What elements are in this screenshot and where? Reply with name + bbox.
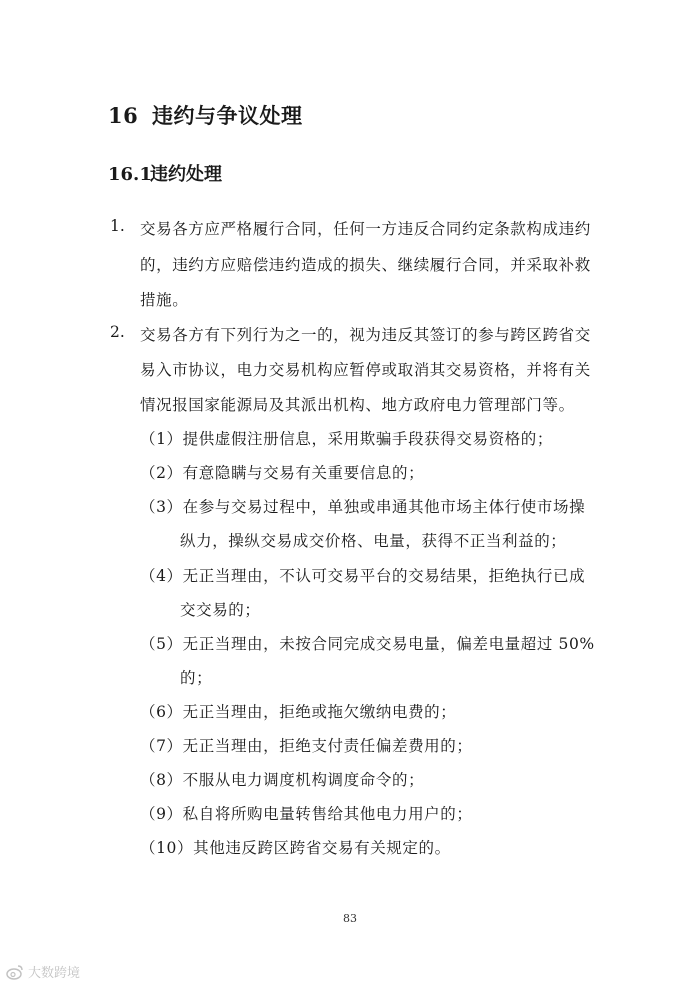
item-2-line-2: 易入市协议，电力交易机构应暂停或取消其交易资格，并将有关 (140, 361, 591, 379)
subitem-3-line-2: 纵力，操纵交易成交价格、电量，获得不正当利益的； (180, 532, 567, 550)
subitem-5-line-2: 的； (180, 669, 213, 687)
subsection-heading (108, 160, 222, 186)
subitem-3-line-1: （3）在参与交易过程中，单独或串通其他市场主体行使市场操 (140, 498, 586, 516)
subitem-4-line-2: 交交易的； (180, 601, 261, 619)
item-1-number: 1. (110, 217, 125, 235)
item-1-line-3: 措施。 (140, 291, 189, 309)
watermark-text: 大数跨境 (28, 966, 81, 981)
item-1-line-1: 交易各方应严格履行合同，任何一方违反合同约定条款构成违约 (140, 220, 591, 238)
watermark (6, 962, 80, 981)
subitem-10: （10）其他违反跨区跨省交易有关规定的。 (140, 839, 451, 857)
subsection-number: 16.1 (108, 164, 152, 185)
subitem-6: （6）无正当理由，拒绝或拖欠缴纳电费的； (140, 703, 457, 721)
subitem-4-line-1: （4）无正当理由，不认可交易平台的交易结果，拒绝执行已成 (140, 567, 586, 585)
section-number: 16 (108, 103, 139, 128)
section-heading (108, 100, 303, 130)
subitem-8: （8）不服从电力调度机构调度命令的； (140, 771, 425, 789)
weibo-logo-icon (6, 964, 24, 980)
item-2-line-1: 交易各方有下列行为之一的，视为违反其签订的参与跨区跨省交 (140, 326, 591, 344)
item-1-line-2: 的，违约方应赔偿违约造成的损失、继续履行合同，并采取补救 (140, 256, 591, 274)
subitem-2: （2）有意隐瞒与交易有关重要信息的； (140, 464, 425, 482)
page-number: 83 (343, 912, 357, 925)
subitem-7: （7）无正当理由，拒绝支付责任偏差费用的； (140, 737, 473, 755)
item-2-line-3: 情况报国家能源局及其派出机构、地方政府电力管理部门等。 (140, 396, 575, 414)
subitem-9: （9）私自将所购电量转售给其他电力用户的； (140, 805, 473, 823)
subsection-title: 违约处理 (150, 164, 222, 185)
subitem-5-line-1: （5）无正当理由，未按合同完成交易电量，偏差电量超过 50% (140, 635, 595, 653)
item-2-number: 2. (110, 323, 125, 341)
section-title: 违约与争议处理 (152, 103, 303, 128)
subitem-1: （1）提供虚假注册信息，采用欺骗手段获得交易资格的； (140, 430, 553, 448)
